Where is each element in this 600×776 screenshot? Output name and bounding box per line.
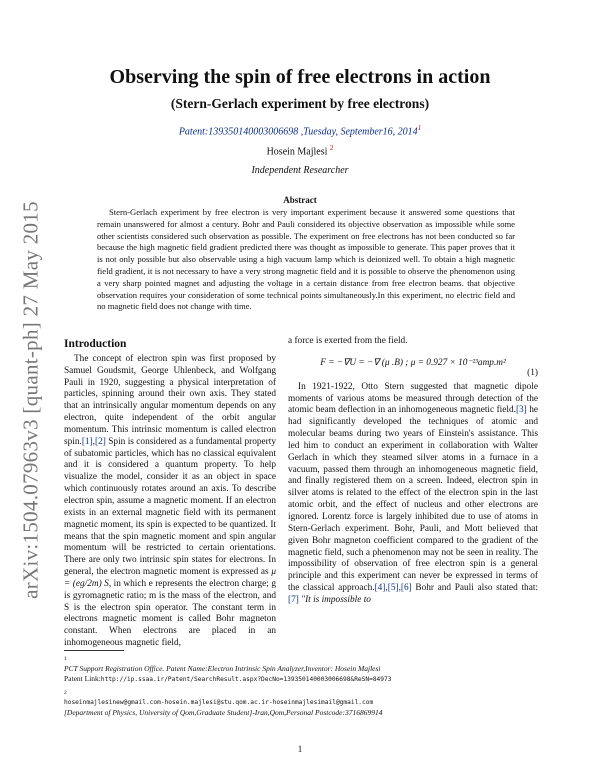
patent-link[interactable]: http://ip.ssaa.ir/Patent/SearchResult.aspx?DecNo=139350140003006698&ReSN=84973: [100, 676, 392, 683]
inline-formula: μ = (eg/2m) S: [64, 567, 277, 589]
right-p1d: "It is impossible to: [298, 594, 371, 605]
intro-heading: Introduction: [64, 338, 127, 350]
patent-text: Patent:139350140003006698 ,Tuesday, September16, 2014: [178, 126, 418, 138]
right-p1b: he had significantly developed the techniques of atomic and molecular beams during two years of Einstein's assistance. This led him to conduct an experiment in collaboration with Walter Gerlach in which they steamed silver atoms in a furnace in a vacuum, passed them through an inhomogeneous magnetic field, and finally registered them on a screen. Indeed, electron spin in silver atoms is related to the effect of the electron spin in the last atomic orbit, and the effect of nucleus and other electrons are ignored. Lorentz force is largely inhibited due to use of atoms in Stern-Gerlach experiment. Bohr, Pauli, and Mott believed that given Bohr magneton coefficient compared to the gradient of the magnetic field, such a phenomenon may not be seen in reality. The impossibility of observation of free electron spin is a general principle and this experiment can never be expressed in terms of the classical approach.: [288, 405, 538, 594]
patent-line: [60, 124, 540, 137]
footnote-rule: [64, 650, 124, 651]
equation-1: [288, 357, 538, 378]
arxiv-id: arXiv:1504.07963v3 [quant-ph] 27 May 2015: [18, 201, 43, 599]
paper-subtitle: (Stern-Gerlach experiment by free electrons): [170, 96, 430, 111]
intro-p1b: Spin is considered as a fundamental property of subatomic particles, which has no classical equivalent and it is considered a quantum property. To help visualize the model, consider it as an object in space which continuously rotates around an axis. To describe electron spin, assume a magnetic moment. If an electron exists in an external magnetic field with its permanent magnetic moment, its spin is expected to be quantized. It means that the spin magnetic moment and spin angular momentum will be restricted to certain orientations. There are only two intrinsic spin states for electrons. In general, the electron magnetic moment is expressed as: [64, 436, 276, 578]
right-p0: a force is exerted from the field.: [288, 336, 408, 346]
footnote-2: [64, 688, 544, 718]
patent-footnote-mark[interactable]: 1: [417, 124, 422, 132]
footnote-2-text: [Department of Physics, University of Qom,Graduate Student]-Iran,Qom,Personal Postcode:3716869914: [64, 708, 383, 717]
affiliation: Independent Researcher: [251, 165, 349, 176]
citation-link[interactable]: [1]: [81, 436, 93, 447]
right-column: [288, 336, 538, 607]
intro-p1c: , in which e represents the electron charge; g is gyromagnetic ratio; m is the mass of the electron, and S is the electron spin operator. The constant term in electrons magnetic moment is called Bohr magneton constant. When electrons are placed in an inhomogeneous magnetic field,: [64, 578, 276, 649]
author-emails[interactable]: hoseinmajlesinew@gmail.com-hosein.majlesi@stu.qom.ac.ir-hoseinmajlesimail@gmail.com: [64, 699, 374, 706]
citation-link[interactable]: [3]: [515, 405, 527, 416]
abstract-text: Stern-Gerlach experiment by free electron is very important experiment because it answered some questions that remain unanswered for almost a century. Bohr and Pauli considered its objective observation as impossible while some other scientists considered such observation as possible. The experiment on free electrons has not been conducted so far because the high magnetic field gradient predicted there was thought as impossible to generate. This paper proves that it is not only possible but also observable using a high vacuum lamp which is deionized well. To obtain a high magnetic field gradient, it is not necessary to have a very strong magnetic field and it is possible to observe the phenomenon using a very sharp pointed magnet and adjusting the voltage in a certain distance from free electron beams. that objective observation requires your consideration of some technical points simultaneously.In this experiment, no electric field and no magnetic field does not change with time.: [97, 207, 515, 312]
citation-link[interactable]: [4],[5],[6]: [374, 583, 412, 594]
author-footnote-mark[interactable]: 2: [329, 144, 334, 152]
right-paragraph: [288, 382, 538, 607]
author-name: Hosein Majlesi: [266, 146, 328, 158]
footnote-1-link-label: Patent Link:: [64, 674, 101, 683]
intro-paragraph: The concept of electron spin was first proposed by Samuel Goudsmit, George Uhlenbeck, and Wolfgang Pauli in 1920, suggesting a physical interpretation of particles, spinning around their own axis. They stated that an intrinsically angular momentum depends on any electron, quite independent of the orbit angular momentum. This intrinsic momentum is called electron spin.[1],[2] Spin is considered as a fundamental property of subatomic particles, which has no classical equivalent and it is considered a quantum property. To help visualize the model, consider it as an object in space which continuously rotates around an axis. To describe electron spin, assume a magnetic moment. If an electron exists in an external magnetic field with its permanent magnetic moment, its spin is expected to be quantized. It means that the spin magnetic moment and spin angular momentum will be restricted to certain orientations. There are only two intrinsic spin states for electrons. In general, the electron magnetic moment is expressed as μ = (eg/2m) S, in which e represents the electron charge; g is gyromagnetic ratio; m is the mass of the electron, and S is the electron spin operator. The constant term in electrons magnetic moment is called Bohr magneton constant. When electrons are placed in an inhomogeneous magnetic field,: [64, 353, 277, 649]
equation-text: F = −∇U = −∇ (μ .B) ; μ = 0.927 × 10⁻²³amp.m²: [320, 357, 506, 368]
right-p1c: Bohr and Pauli also stated that:: [411, 583, 538, 594]
right-p1a: In 1921-1922, Otto Stern suggested that magnetic dipole moments of various atoms be measured through detection of the atomic beam deflection in an inhomogeneous magnetic field.: [288, 381, 538, 416]
footnote-1-mark: 1: [64, 656, 67, 662]
page-number: 1: [297, 744, 303, 754]
citation-link[interactable]: [2]: [95, 436, 106, 447]
footnote-2-mark: 2: [64, 690, 67, 696]
equation-number: (1): [527, 367, 538, 378]
abstract-heading: Abstract: [283, 195, 317, 205]
footnote-1: [64, 654, 534, 685]
paper-title: Observing the spin of free electrons in action: [109, 66, 491, 88]
footnote-1-text: PCT Support Registration Office. Patent Name:Electron Intrinsic Spin Analyzer,Inventor: Hosein Majlesi: [64, 664, 381, 673]
author-line: [60, 144, 540, 157]
citation-link[interactable]: [7]: [288, 594, 299, 605]
arxiv-stamp: [20, 170, 42, 630]
left-column: [64, 339, 276, 650]
intro-p1: The concept of electron spin was first proposed by Samuel Goudsmit, George Uhlenbeck, and Wolfgang Pauli in 1920, suggesting a physical interpretation of particles, spinning around their own axis. They stated that an intrinsically angular momentum depends on any electron, quite independent of the orbit angular momentum. This intrinsic momentum is called electron spin.: [64, 353, 276, 447]
